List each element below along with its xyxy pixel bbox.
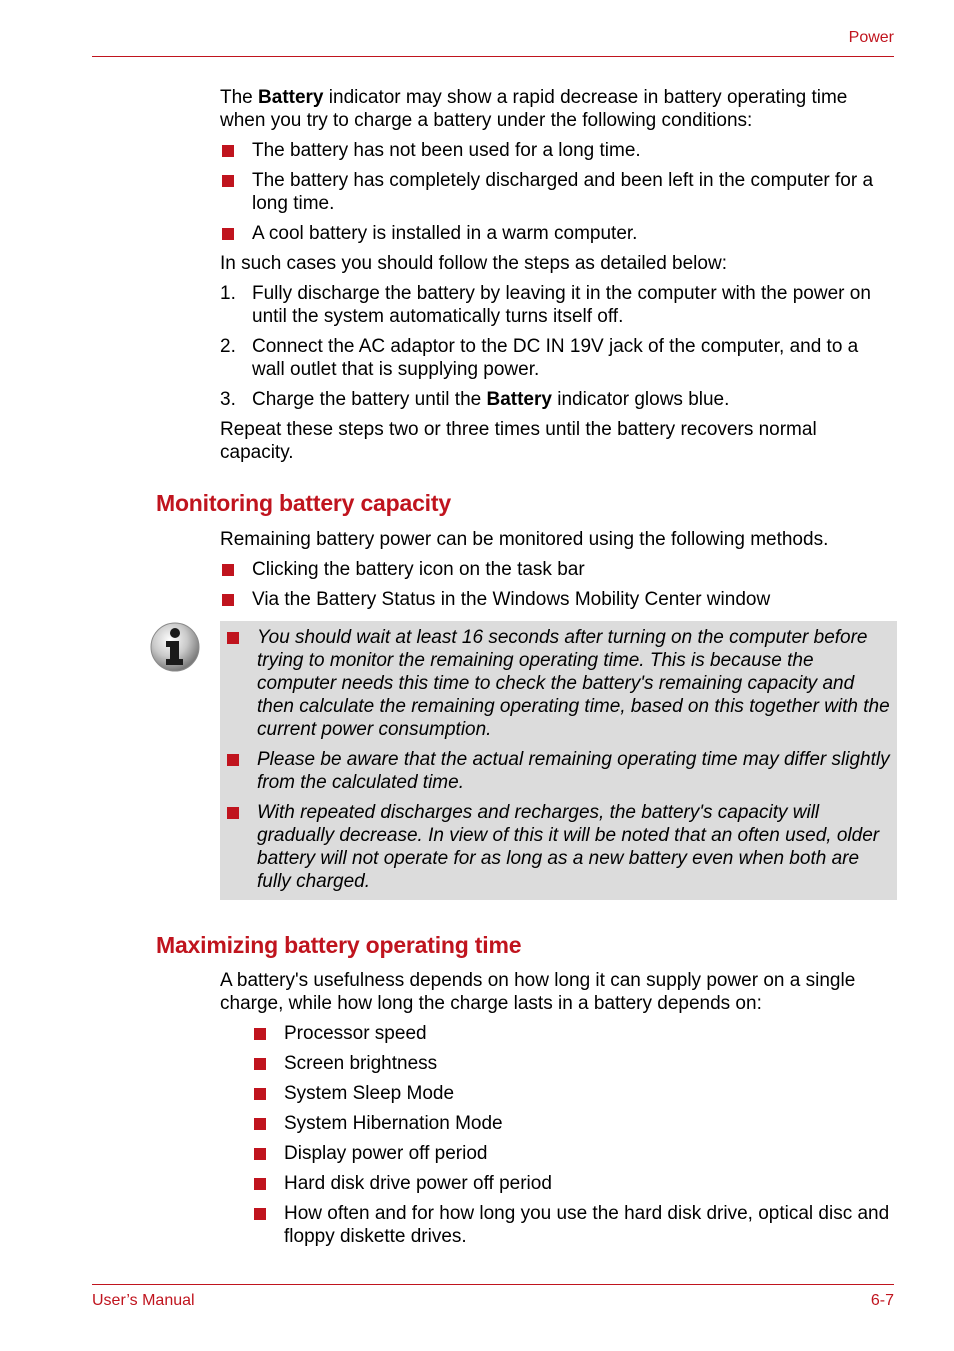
list-item: How often and for how long you use the hard disk drive, optical disc and floppy diskette drives. bbox=[252, 1202, 894, 1248]
bullet-square-icon bbox=[254, 1178, 266, 1190]
list-item: System Hibernation Mode bbox=[252, 1112, 894, 1135]
intro-post: indicator may show a rapid decrease in battery operating time when you try to charge a battery under the following conditions: bbox=[220, 87, 848, 131]
note-item: Please be aware that the actual remaining operating time may differ slightly from the calculated time. bbox=[225, 748, 890, 794]
bullet-square-icon bbox=[222, 564, 234, 576]
header-title: Power bbox=[848, 29, 894, 46]
monitoring-intro: Remaining battery power can be monitored using the following methods. bbox=[220, 529, 829, 550]
note-item: You should wait at least 16 seconds after turning on the computer before trying to monitor the remaining operating time. This is because the computer needs this time to check the battery's remaining capacity and then calculate the remaining operating time, based on this together with the current power consumption. bbox=[225, 626, 890, 741]
step-item: 1. Fully discharge the battery by leaving it in the computer with the power on until the system automatically turns itself off. bbox=[220, 283, 871, 327]
list-item: Screen brightness bbox=[252, 1052, 894, 1075]
step-item: 2. Connect the AC adaptor to the DC IN 19V jack of the computer, and to a wall outlet that is supplying power. bbox=[220, 336, 859, 380]
bullet-square-icon bbox=[227, 807, 239, 819]
list-item: The battery has completely discharged and been left in the computer for a long time. bbox=[220, 169, 894, 215]
step-item: 3. Charge the battery until the Battery indicator glows blue. bbox=[220, 389, 730, 410]
maximizing-intro: A battery's usefulness depends on how long it can supply power on a single charge, while how long the charge lasts in a battery depends on: bbox=[220, 970, 856, 1014]
bullet-square-icon bbox=[222, 594, 234, 606]
intro-paragraph bbox=[220, 86, 894, 132]
steps-intro: In such cases you should follow the steps as detailed below: bbox=[220, 253, 727, 274]
list-item: Hard disk drive power off period bbox=[252, 1172, 894, 1195]
bullet-square-icon bbox=[254, 1118, 266, 1130]
note-list bbox=[225, 626, 890, 900]
bullet-square-icon bbox=[222, 175, 234, 187]
list-item: A cool battery is installed in a warm computer. bbox=[220, 222, 894, 245]
intro-pre: The bbox=[220, 87, 259, 108]
monitoring-section bbox=[220, 528, 894, 618]
repeat-paragraph: Repeat these steps two or three times until the battery recovers normal capacity. bbox=[220, 419, 817, 463]
bullet-square-icon bbox=[227, 632, 239, 644]
factors-list bbox=[252, 1022, 894, 1255]
bullet-square-icon bbox=[222, 228, 234, 240]
bullet-square-icon bbox=[254, 1028, 266, 1040]
bullet-square-icon bbox=[227, 754, 239, 766]
intro-bold: Battery bbox=[258, 87, 324, 108]
page-number: 6-7 bbox=[870, 1292, 894, 1309]
note-item: With repeated discharges and recharges, the battery's capacity will gradually decrease. In view of this it will be noted that an often used, older battery will not operate for as long as a new battery even when both are fully charged. bbox=[225, 801, 890, 893]
footer-divider bbox=[92, 1284, 894, 1285]
section-heading-maximizing: Maximizing battery operating time bbox=[156, 932, 522, 958]
info-icon bbox=[150, 622, 200, 672]
bullet-square-icon bbox=[254, 1208, 266, 1220]
list-item: Clicking the battery icon on the task bar bbox=[220, 558, 894, 581]
bullet-square-icon bbox=[254, 1058, 266, 1070]
bullet-square-icon bbox=[254, 1148, 266, 1160]
footer-manual-title: User’s Manual bbox=[92, 1292, 195, 1309]
intro-section bbox=[220, 86, 894, 471]
list-item: Display power off period bbox=[252, 1142, 894, 1165]
list-item: Via the Battery Status in the Windows Mobility Center window bbox=[220, 588, 894, 611]
section-heading-monitoring: Monitoring battery capacity bbox=[156, 490, 451, 516]
bullet-square-icon bbox=[222, 145, 234, 157]
list-item: The battery has not been used for a long time. bbox=[220, 139, 894, 162]
header-divider bbox=[92, 56, 894, 57]
list-item: Processor speed bbox=[252, 1022, 894, 1045]
bullet-square-icon bbox=[254, 1088, 266, 1100]
list-item: System Sleep Mode bbox=[252, 1082, 894, 1105]
